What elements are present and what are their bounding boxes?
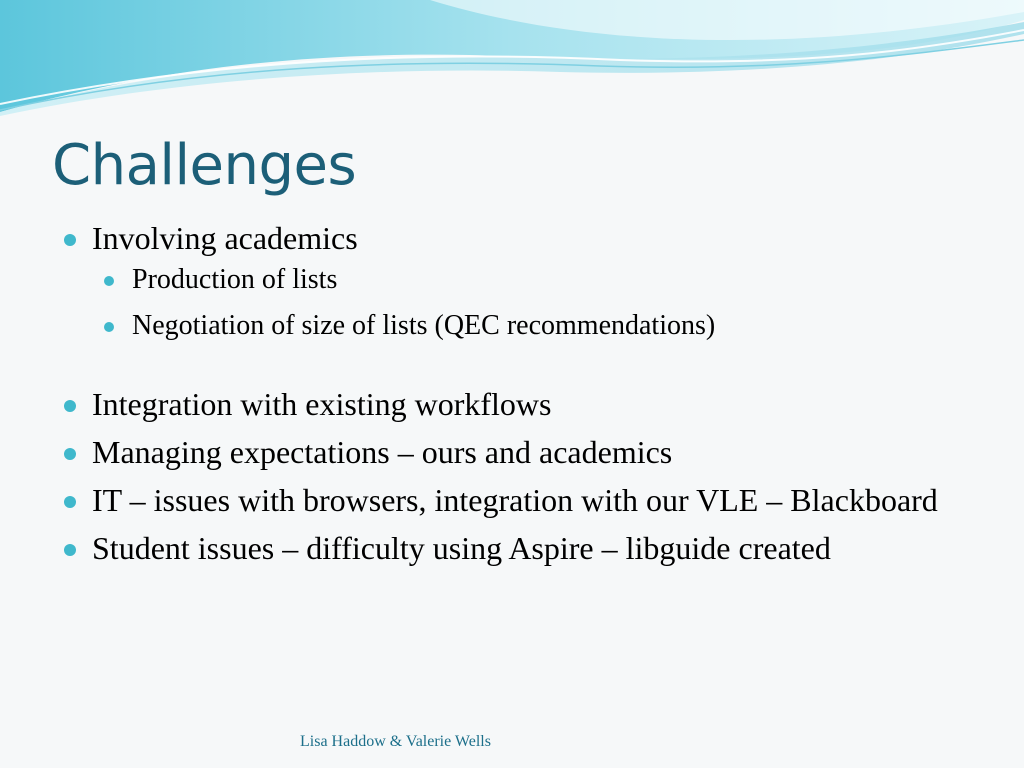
bullet-dot-icon [64, 448, 76, 460]
bullet-dot-icon [64, 496, 76, 508]
bullet-text: Student issues – difficulty using Aspire – libguide created [92, 530, 831, 566]
bullet-list [62, 218, 1002, 576]
bullet-item-it-issues [62, 480, 1002, 520]
bullet-item-managing-expectations [62, 432, 1002, 472]
bullet-text: Involving academics [92, 220, 358, 256]
bullet-dot-icon [64, 544, 76, 556]
bullet-text: IT – issues with browsers, integration with our VLE – Blackboard [92, 482, 938, 518]
sub-bullet-text: Production of lists [132, 264, 338, 295]
bullet-dot-icon [104, 276, 114, 286]
bullet-text: Managing expectations – ours and academics [92, 434, 673, 470]
bullet-dot-icon [64, 400, 76, 412]
sub-bullet-item-negotiation [104, 308, 1002, 344]
bullet-item-involving-academics [62, 218, 1002, 376]
slide-footer-authors: Lisa Haddow & Valerie Wells [300, 733, 491, 750]
sub-bullet-item-production [104, 262, 1002, 298]
bullet-dot-icon [64, 234, 76, 246]
slide-title: Challenges [52, 133, 357, 198]
wave-banner-decoration [0, 0, 1024, 130]
bullet-text: Integration with existing workflows [92, 386, 552, 422]
bullet-dot-icon [104, 322, 114, 332]
sub-bullet-text: Negotiation of size of lists (QEC recommendations) [132, 310, 716, 341]
bullet-item-integration [62, 384, 1002, 424]
bullet-item-student-issues [62, 528, 1002, 568]
